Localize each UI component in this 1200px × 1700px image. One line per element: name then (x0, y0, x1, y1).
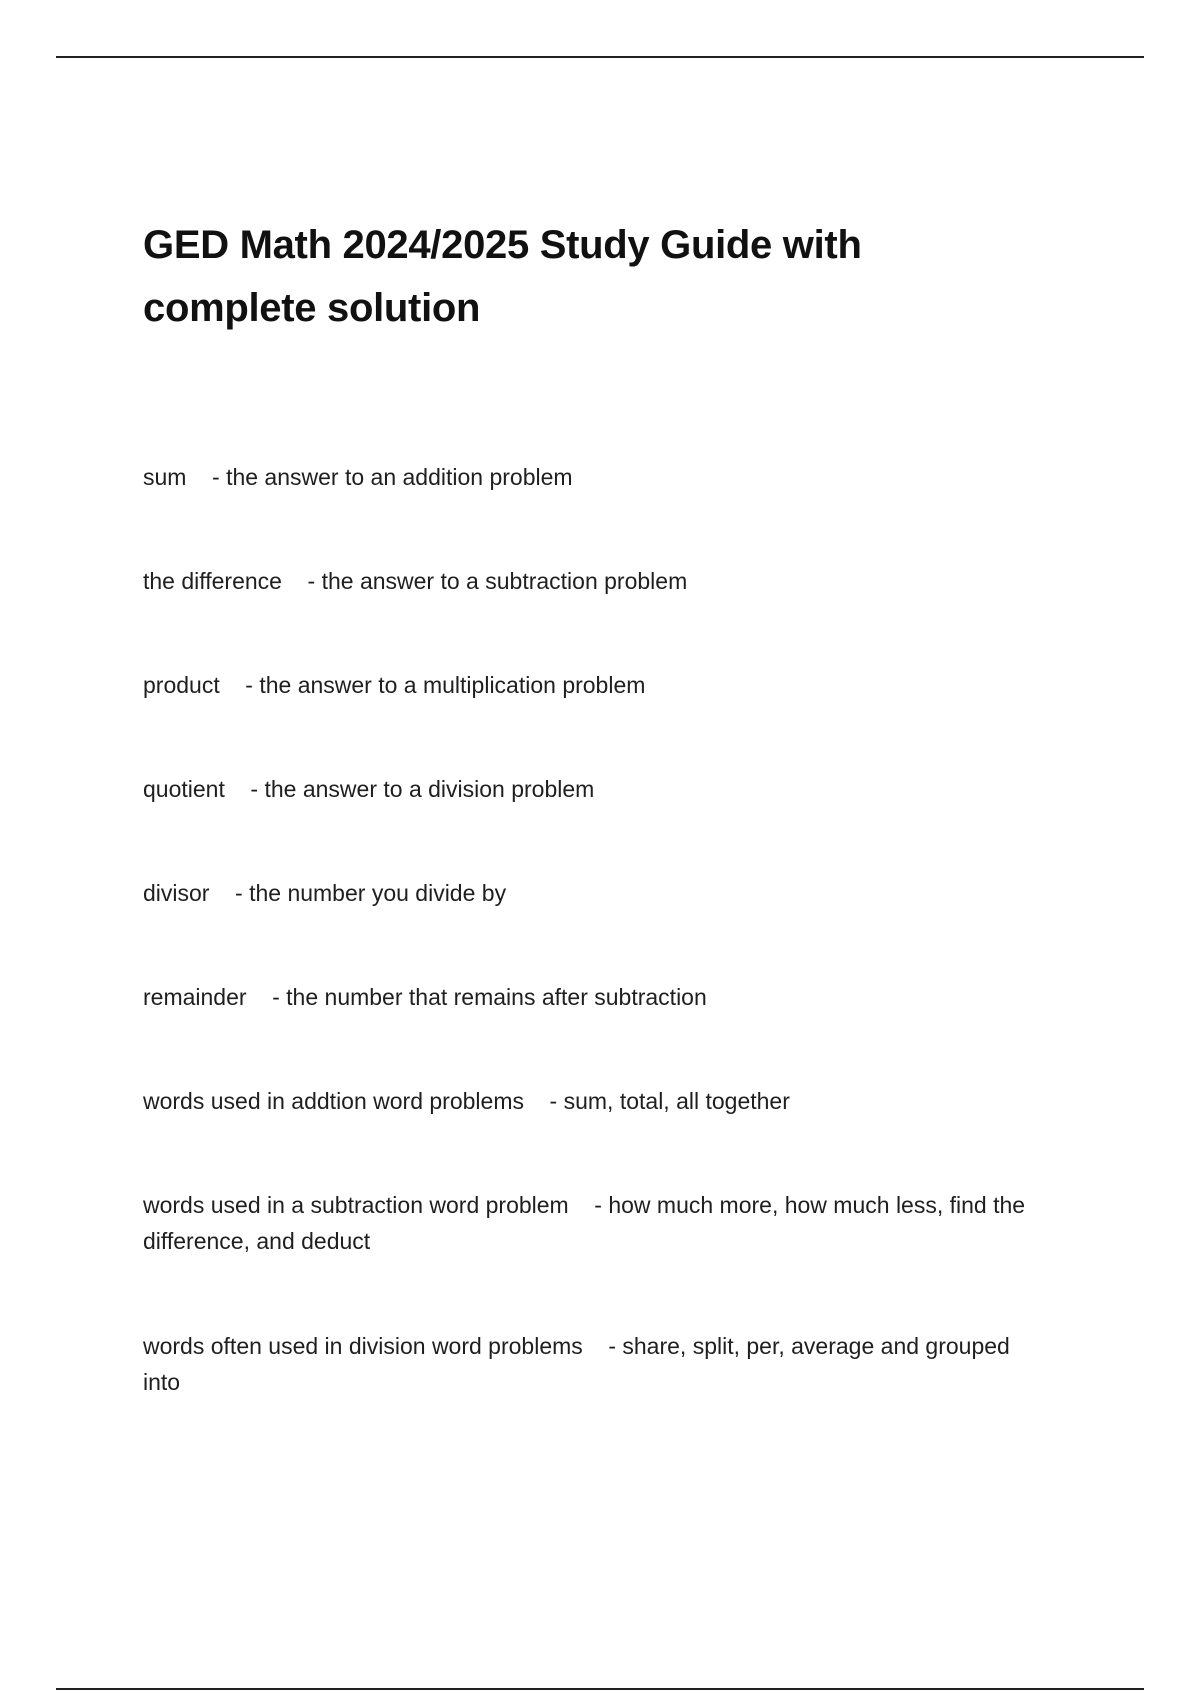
entry-term: product (143, 672, 220, 698)
glossary-entry (143, 459, 1043, 495)
entry-definition: - sum, total, all together (549, 1088, 790, 1114)
glossary-entry (143, 979, 1043, 1015)
entry-term: words used in addtion word problems (143, 1088, 524, 1114)
entry-term: remainder (143, 984, 247, 1010)
entry-term: quotient (143, 776, 225, 802)
page-title: GED Math 2024/2025 Study Guide with complete solution (143, 223, 862, 330)
glossary-entry (143, 563, 1043, 599)
top-rule (56, 56, 1144, 58)
entry-definition: - the number you divide by (235, 880, 507, 906)
entry-definition: - the answer to a division problem (250, 776, 595, 802)
glossary-entry (143, 1083, 1043, 1119)
glossary-entry (143, 1187, 1043, 1259)
glossary-entry (143, 1328, 1043, 1400)
entry-definition: - how much more, how much less, find the difference, and deduct (143, 1192, 1026, 1254)
entry-term: words often used in division word problems (143, 1333, 583, 1359)
entry-term: divisor (143, 880, 210, 906)
glossary-entry (143, 875, 1043, 911)
entry-definition: - the number that remains after subtraction (272, 984, 707, 1010)
glossary-entry (143, 667, 1043, 703)
entry-definition: - the answer to a multiplication problem (245, 672, 646, 698)
entry-term: words used in a subtraction word problem (143, 1192, 569, 1218)
bottom-rule (56, 1688, 1144, 1690)
entry-definition: - share, split, per, average and grouped into (143, 1333, 1010, 1395)
entry-term: the difference (143, 568, 282, 594)
entry-definition: - the answer to a subtraction problem (307, 568, 688, 594)
entry-definition: - the answer to an addition problem (212, 464, 573, 490)
glossary-entry (143, 771, 1043, 807)
entry-term: sum (143, 464, 187, 490)
